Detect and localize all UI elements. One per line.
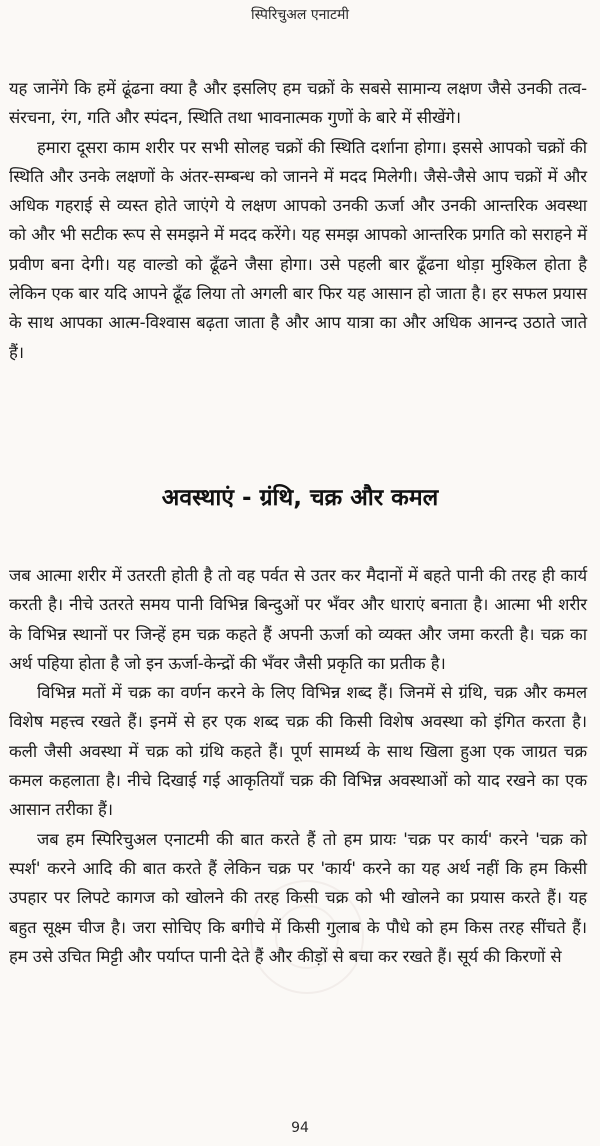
paragraph: विभिन्न मतों में चक्र का वर्णन करने के लिए विभिन्न शब्द हैं। जिनमें से ग्रंथि, चक्र और कमल विशेष महत्त्व रखते हैं। इनमें से हर एक शब्द चक्र की किसी विशेष अवस्था को इंगित करता है। कली जैसी अवस्था में चक्र को ग्रंथि कहते हैं। पूर्ण सामर्थ्य के साथ खिला हुआ एक जाग्रत चक्र कमल कहलाता है। नीचे दिखाई गई आकृतियाँ चक्र की विभिन्न अवस्थाओं को याद रखने का एक आसान तरीका हैं। — [9, 683, 587, 820]
running-header: स्पिरिचुअल एनाटमी — [250, 7, 350, 23]
body-text-section-two — [9, 561, 587, 971]
section-heading: अवस्थाएं - ग्रंथि, चक्र और कमल — [161, 485, 439, 511]
paragraph: हमारा दूसरा काम शरीर पर सभी सोलह चक्रों की स्थिति दर्शाना होगा। इससे आपको चक्रों की स्थिति और उनके लक्षणों के अंतर-सम्बन्ध को जानने में मदद मिलेगी। जैसे-जैसे आप चक्रों में और अधिक गहराई से व्यस्त होते जाएंगे ये लक्षण आपको उनकी ऊर्जा और उनकी आन्तरिक अवस्था को और भी सटीक रूप से समझने में मदद करेंगे। यह समझ आपको आन्तरिक प्रगति को सराहने में प्रवीण बना देगी। यह वाल्डो को ढूँढने जैसा होगा। उसे पहली बार ढूँढना थोड़ा मुश्किल होता है लेकिन एक बार यदि आपने ढूँढ लिया तो अगली बार फिर यह आसान हो जाता है। हर सफल प्रयास के साथ आपका आत्म-विश्वास बढ़ता जाता है और आप यात्रा का और अधिक आनन्द उठाते जाते हैं। — [9, 137, 587, 362]
body-text-section-one — [9, 74, 587, 367]
paragraph: यह जानेंगे कि हमें ढूंढना क्या है और इसलिए हम चक्रों के सबसे सामान्य लक्षण जैसे उनकी तत्व-संरचना, रंग, गति और स्पंदन, स्थिति तथा भावनात्मक गुणों के बारे में सीखेंगे। — [9, 79, 587, 128]
page-number: 94 — [291, 1120, 309, 1136]
paragraph: जब आत्मा शरीर में उतरती होती है तो वह पर्वत से उतर कर मैदानों में बहते पानी की तरह ही कार्य करती है। नीचे उतरते समय पानी विभिन्न बिन्दुओं पर भँवर और धाराएं बनाता है। आत्मा भी शरीर के विभिन्न स्थानों पर जिन्हें हम चक्र कहते हैं अपनी ऊर्जा को व्यक्त और जमा करती है। चक्र का अर्थ पहिया होता है जो इन ऊर्जा-केन्द्रों की भँवर जैसी प्रकृति का प्रतीक है। — [9, 566, 587, 673]
paragraph: जब हम स्पिरिचुअल एनाटमी की बात करते हैं तो हम प्रायः 'चक्र पर कार्य' करने 'चक्र को स्पर्श' करने आदि की बात करते हैं लेकिन चक्र पर 'कार्य' करने का यह अर्थ नहीं कि हम किसी उपहार पर लिपटे कागज को खोलने की तरह किसी चक्र को भी खोलने का प्रयास करते हैं। यह बहुत सूक्ष्म चीज है। जरा सोचिए कि बगीचे में किसी गुलाब के पौधे को हम किस तरह सींचते हैं। हम उसे उचित मिट्टी और पर्याप्त पानी देते हैं और कीड़ों से बचा कर रखते हैं। सूर्य की किरणों से — [9, 829, 587, 966]
